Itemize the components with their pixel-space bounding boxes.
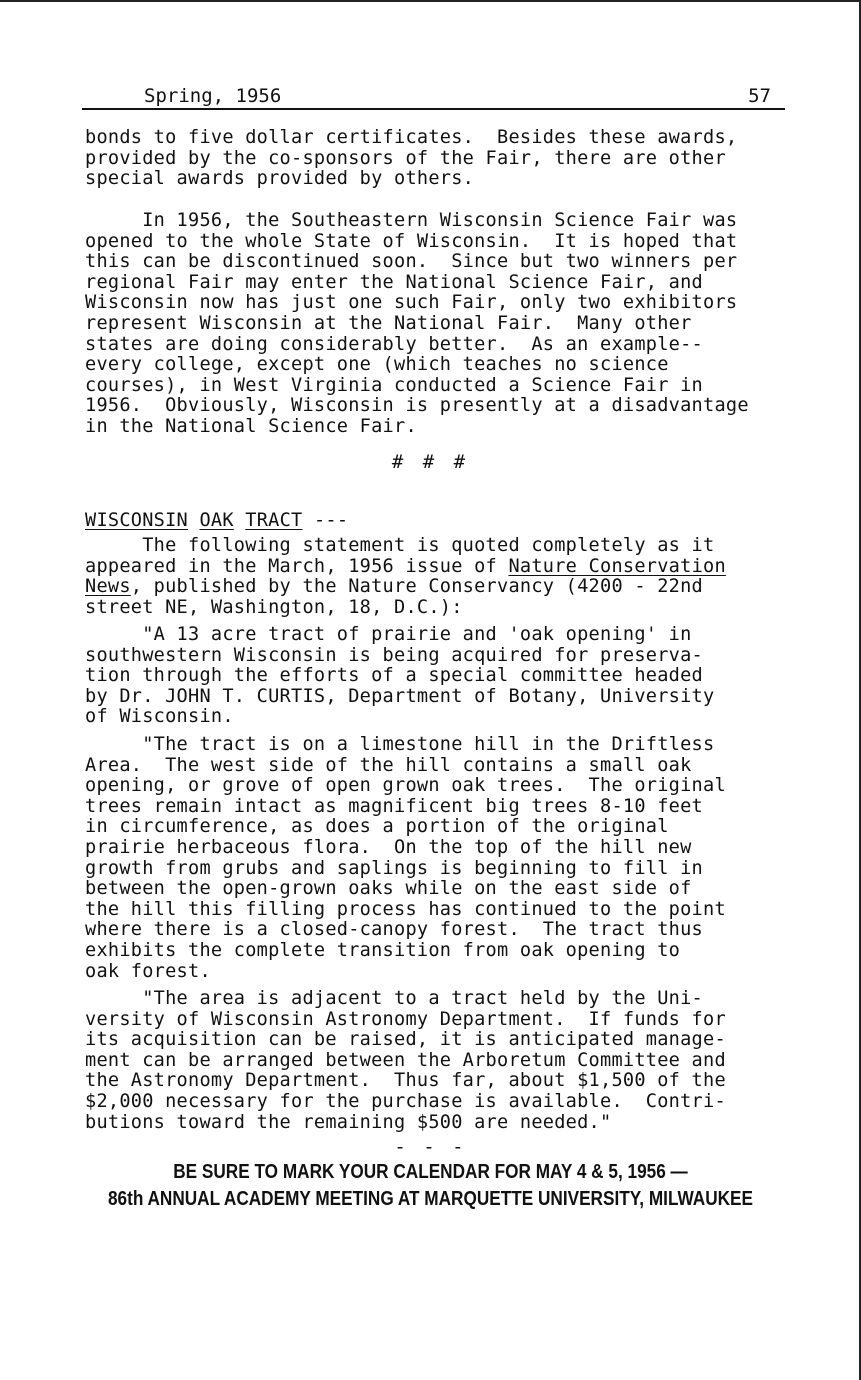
notice-line-2: 86th ANNUAL ACADEMY MEETING AT MARQUETTE UNIVERSITY, MILWAUKEE [107,1188,754,1210]
heading-word-oak: OAK [199,510,234,531]
running-head [82,84,785,110]
intro-line-4: street NE, Washington, 18, D.C.): [85,596,463,618]
notice-line-1: BE SURE TO MARK YOUR CALENDAR FOR MAY 4 & 5, 1956 — [173,1161,688,1183]
heading-word-tract: TRACT [245,510,303,531]
paragraph-awards: bonds to five dollar certificates. Besides these awards, provided by the co-sponsors of the Fair, there are other special awards provided by others. [85,127,738,190]
heading-word-wisconsin: WISCONSIN [85,510,188,531]
section-separator: # # # [391,451,470,473]
notice-separator: - - - [394,1136,467,1158]
intro-paragraph [85,536,825,618]
intro-line-1: The following statement is quoted completely as it [85,535,715,556]
publication-title-part-2: News [85,576,131,598]
intro-line-2: appeared in the March, 1956 issue of [85,555,509,577]
intro-line-3: , published by the Nature Conservancy (4200 - 22nd [130,576,704,598]
paragraph-science-fair: In 1956, the Southeastern Wisconsin Science Fair was opened to the whole State of Wisconsin. It is hoped that this can be discontinued soon. Since but two winners per regional Fair may enter the National Science Fair, and Wisconsin now has just one such Fair, only two exhibitors represent Wisconsin at the National Fair. Many other states are doing considerably better. As an example-- every college, except one (which teaches no science courses), in West Virginia conducted a Science Fair in 1956. Obviously, Wisconsin is presently at a disadvantage in the National Science Fair. [85,210,749,437]
page-frame-top [0,0,861,2]
quote-paragraph-2: "The tract is on a limestone hill in the Driftless Area. The west side of the hill contains a small oak opening, or grove of open grown oak trees. The original trees remain intact as magnificent big trees 8-10 feet in circumference, as does a portion of the original prairie herbaceous flora. On the top of the hill new growth from grubs and saplings is beginning to fill in between the open-grown oaks while on the east side of the hill this filling process has continued to the point where there is a closed-canopy forest. The tract thus exhibits the complete transition from oak opening to oak forest. [85,734,726,982]
issue-date: Spring, 1956 [144,85,282,107]
section-heading [85,510,348,532]
publication-title-part-1: Nature Conservation [508,555,726,577]
quote-paragraph-1: "A 13 acre tract of prairie and 'oak opening' in southwestern Wisconsin is being acquired for preserva- tion through the efforts of a special committee headed by Dr. JOHN T. CURTIS, Department of Botany, University of Wisconsin. [85,624,715,728]
page-number: 57 [748,85,771,107]
heading-dashes: --- [313,510,349,531]
quote-paragraph-3: "The area is adjacent to a tract held by the Uni- versity of Wisconsin Astronomy Department. If funds for its acquisition can be raised, it is anticipated manage- ment can be arranged between the Arboretum Committee and the Astronomy Department. Thus far, about $1,500 of the $2,000 necessary for the purchase is available. Contri- butions toward the remaining $500 are needed." [85,988,726,1133]
